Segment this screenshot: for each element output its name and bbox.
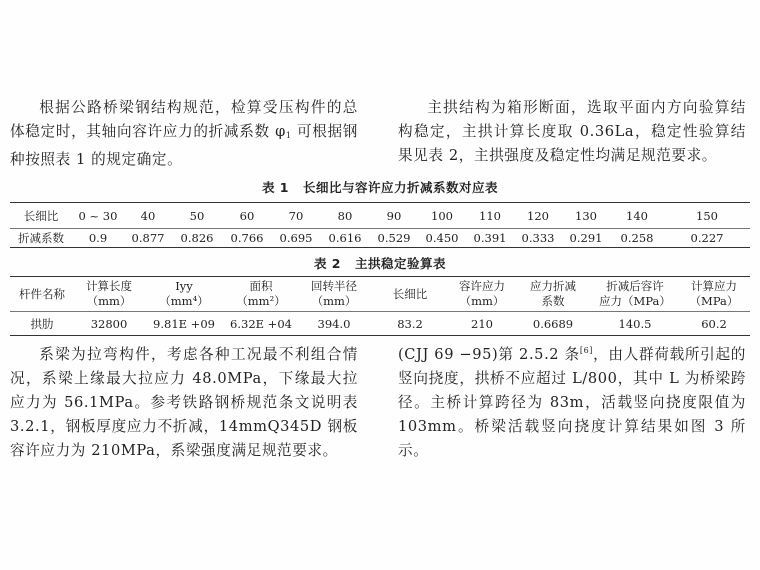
table-cell: 0 ~ 30 xyxy=(72,203,124,229)
table-cell: 0.6689 xyxy=(532,316,574,331)
table-cell: 0.450 xyxy=(425,231,459,245)
table-cell: 0.9 xyxy=(88,231,108,245)
paragraph-top-right xyxy=(398,96,746,168)
table-header-cell: 长细比 xyxy=(370,277,450,312)
table-cell: 0.616 xyxy=(328,231,362,245)
table1-slenderness-reduction xyxy=(10,202,750,248)
table-header-cell: 杆件名称 xyxy=(10,277,74,312)
table-cell: 110 xyxy=(466,203,514,229)
table2-row-arch-rib xyxy=(10,312,750,336)
table-cell: 150 xyxy=(664,203,750,229)
table1-row-reduction xyxy=(10,229,750,248)
table-cell: 90 xyxy=(370,203,418,229)
table-cell: 0.877 xyxy=(131,231,165,245)
phi-symbol: $\varphi_1$ xyxy=(275,123,292,140)
paragraph-text-tail: ，由人群荷载所引起的竖向挠度，拱桥不应超过 L/800，其中 L 为桥梁跨径。主桥计算跨径为 83m，活载竖向挠度限值为 103mm。桥梁活载竖向挠度计算结果如图 3 所示。 xyxy=(398,346,746,459)
table-cell: 140.5 xyxy=(618,316,652,331)
table2-header-row xyxy=(10,277,750,312)
table2-caption xyxy=(0,254,760,272)
table1-caption-title: 长细比与容许应力折减系数对应表 xyxy=(303,180,499,195)
table2-caption-number: 表 2 xyxy=(313,256,342,271)
table-cell: 130 xyxy=(562,203,610,229)
table-cell: 80 xyxy=(320,203,370,229)
paragraph-text-tail: 可根据钢种按照表 1 的规定确定。 xyxy=(10,123,358,168)
table-cell: 0.529 xyxy=(377,231,411,245)
table-cell: 0.291 xyxy=(569,231,603,245)
table-header-cell: 面积 （mm²） xyxy=(224,277,298,312)
table-cell: 0.766 xyxy=(230,231,264,245)
table-header-cell: 折减后容许 应力（MPa） xyxy=(592,277,678,312)
table-cell: 折减系数 xyxy=(18,231,64,245)
table-cell: 0.826 xyxy=(180,231,214,245)
table-cell: 140 xyxy=(610,203,664,229)
table1-row-slenderness xyxy=(10,203,750,229)
table-cell: 0.227 xyxy=(690,231,724,245)
table-header-cell: 回转半径 （mm） xyxy=(298,277,370,312)
table-cell: 0.391 xyxy=(473,231,507,245)
paragraph-text-head: (CJJ 69 −95)第 2.5.2 条 xyxy=(398,346,580,363)
table-header-cell: 容许应力 （mm） xyxy=(450,277,514,312)
table-header-cell: 应力折减 系数 xyxy=(514,277,592,312)
table-cell: 0.695 xyxy=(279,231,313,245)
table1-caption-number: 表 1 xyxy=(261,180,290,195)
table1-caption xyxy=(0,178,760,196)
paragraph-bottom-right xyxy=(398,343,746,463)
paragraph-text: 系梁为拉弯构件，考虑各种工况最不利组合情况，系梁上缘最大拉应力 48.0MPa，下缘最大拉应力为 56.1MPa。参考铁路钢桥规范条文说明表3.2.1，钢板厚度应力不折减，14mmQ345D 钢板容许应力为 210MPa，系梁强度满足规范要求。 xyxy=(10,346,358,459)
table2-caption-title: 主拱稳定验算表 xyxy=(355,256,447,271)
table-cell: 9.81E +09 xyxy=(153,316,215,331)
table-header-cell: Iyy （mm⁴） xyxy=(144,277,224,312)
table-cell: 40 xyxy=(124,203,172,229)
table-cell: 拱肋 xyxy=(30,316,54,331)
table-cell: 0.258 xyxy=(620,231,654,245)
citation-reference: [6] xyxy=(579,346,593,355)
table-cell: 6.32E +04 xyxy=(230,316,292,331)
table-cell: 60 xyxy=(222,203,272,229)
table2-arch-stability xyxy=(10,276,750,336)
table-cell: 60.2 xyxy=(701,316,727,331)
paragraph-text: 主拱结构为箱形断面，选取平面内方向验算结构稳定，主拱计算长度取 0.36La，稳定性验算结果见表 2，主拱强度及稳定性均满足规范要求。 xyxy=(398,99,746,164)
table-cell: 32800 xyxy=(90,316,128,331)
table-cell: 50 xyxy=(172,203,222,229)
table-header-cell: 计算应力 （MPa） xyxy=(678,277,750,312)
table-cell: 70 xyxy=(272,203,320,229)
table-cell: 83.2 xyxy=(397,316,423,331)
table-cell: 394.0 xyxy=(317,316,351,331)
paragraph-bottom-left xyxy=(10,343,358,463)
table-header-cell: 计算长度 （mm） xyxy=(74,277,144,312)
table-cell: 0.333 xyxy=(521,231,555,245)
table-cell: 120 xyxy=(514,203,562,229)
table-cell: 210 xyxy=(471,316,493,331)
paragraph-top-left xyxy=(10,96,358,172)
paragraph-text: 根据公路桥梁钢结构规范，检算受压构件的总体稳定时，其轴向容许应力的折减系数 xyxy=(10,99,358,140)
table-cell: 100 xyxy=(418,203,466,229)
table-cell: 长细比 xyxy=(10,203,72,229)
